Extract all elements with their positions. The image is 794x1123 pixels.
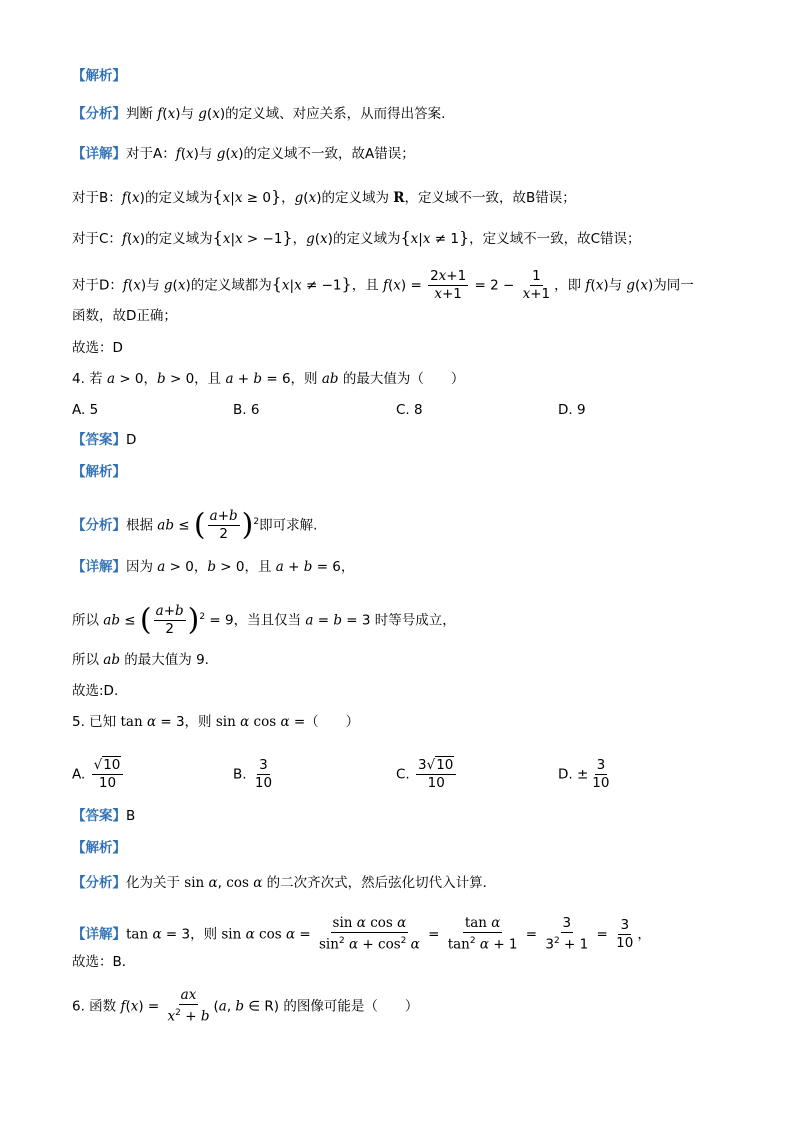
fenxi-label: 【分析】	[72, 517, 126, 534]
q4-choice: 故选:D.	[72, 683, 119, 699]
q5-option-a: A. $\frac{√10}{10}$	[72, 757, 125, 792]
q3-option-d-analysis-cont: 函数，故D正确；	[72, 308, 177, 324]
q4-answer	[72, 430, 136, 450]
q4-conclusion: 所以 ab 的最大值为 9.	[72, 652, 209, 668]
fenxi-label: 【分析】	[72, 875, 126, 891]
jiexi-label: 【解析】	[72, 840, 126, 856]
q3-choice: 故选：D	[72, 340, 123, 356]
q4-option-a: A. 5	[72, 402, 99, 418]
q4-fenxi: 【分析】根据 ab ≤ ( $\frac{a+b}{2}$ )$^2$即可求解.	[72, 507, 318, 543]
jiexi-heading-q4	[72, 462, 126, 482]
xiangjie-label: 【详解】	[72, 926, 126, 943]
q5-answer-value: B	[126, 808, 136, 824]
jiexi-heading-q3	[72, 66, 126, 86]
q5-xiangjie: 【详解】tan α = 3，则 sin α cos α = $\frac{\text{sin α cos α}}{\sin^2 \alpha + \cos^2 \alpha}$ = $\frac{\text{tan α}}{\tan^2 \alpha + 1}$ = $\frac{3}{3^2 + 1}$ = $\frac{3}{10}$ ，	[72, 915, 651, 953]
q3-option-b-analysis: 对于B：f(x)的定义域为{x|x ≥ 0}，g(x)的定义域为 R，定义域不一致，故B错误；	[72, 187, 576, 206]
q4-xiangjie: 【详解】因为 a > 0，b > 0，且 a + b = 6，	[72, 559, 355, 575]
jiexi-heading-q5	[72, 838, 126, 858]
jiexi-label: 【解析】	[72, 68, 126, 84]
q4-option-c: C. 8	[396, 402, 423, 418]
q4-derivation: 所以 ab ≤ ( $\frac{a+b}{2}$ )$^2$ = 9，当且仅当 a = b = 3 时等号成立，	[72, 602, 456, 638]
q4-answer-value: D	[126, 432, 137, 448]
q6-stem: 6. 函数 f(x) = $\frac{ax}{x^2 + b}$ (a, b ∈ R) 的图像可能是（ ）	[72, 987, 419, 1025]
q5-stem: 5. 已知 tan α = 3，则 sin α cos α =（ ）	[72, 714, 360, 730]
q4-option-b: B. 6	[233, 402, 260, 418]
daan-label: 【答案】	[72, 432, 126, 448]
daan-label: 【答案】	[72, 808, 126, 824]
q5-answer	[72, 806, 135, 826]
q3-option-c-analysis: 对于C：f(x)的定义域为{x|x > −1}，g(x)的定义域为{x|x ≠ 1}，定义域不一致，故C错误；	[72, 228, 641, 247]
q4-option-d: D. 9	[558, 402, 586, 418]
fenxi-label: 【分析】	[72, 106, 126, 122]
q5-choice: 故选：B．	[72, 954, 136, 970]
q4-stem: 4. 若 a > 0，b > 0，且 a + b = 6，则 ab 的最大值为（ ）	[72, 371, 465, 387]
q5-option-b: B. $\frac{3}{10}$	[233, 757, 273, 791]
q5-option-c: C. $\frac{3√10}{10}$	[396, 757, 458, 792]
q5-option-d: D. ± $\frac{3}{10}$	[558, 757, 610, 791]
jiexi-label: 【解析】	[72, 464, 126, 480]
q5-fenxi: 【分析】化为关于 sin α, cos α 的二次齐次式，然后弦化切代入计算．	[72, 875, 497, 891]
q3-fenxi: 【分析】判断 f(x)与 g(x)的定义域、对应关系，从而得出答案.	[72, 106, 446, 122]
q3-option-d-analysis: 对于D：f(x)与 g(x)的定义域都为{x|x ≠ −1}，且 f(x) = $\frac{2x+1}{x+1}$ = 2 − $\frac{1}{x+1}$ ，即 f(x)与 g(x)为同一	[72, 268, 694, 302]
xiangjie-label: 【详解】	[72, 146, 126, 162]
q3-xiangjie-a: 【详解】对于A：f(x)与 g(x)的定义域不一致，故A错误；	[72, 146, 415, 162]
xiangjie-label: 【详解】	[72, 559, 126, 575]
